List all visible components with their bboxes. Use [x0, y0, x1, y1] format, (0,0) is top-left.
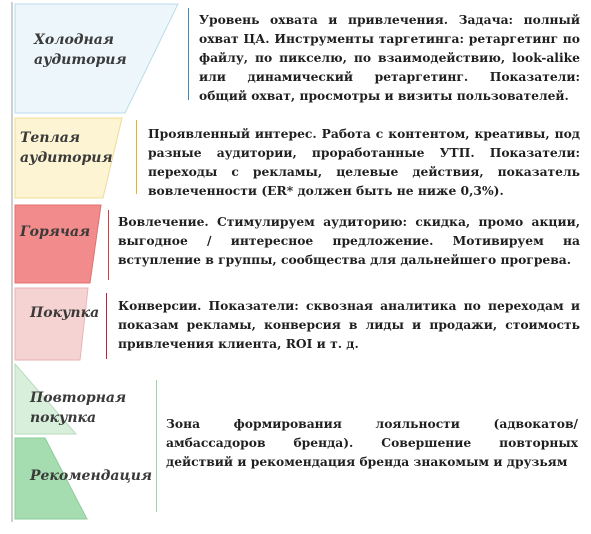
stage-description-cold: Уровень охвата и привлечения. Задача: полный охват ЦА. Инструменты таргетинга: ретаргетинг по файлу, по пикселю, по взаимодействию, look-alike или динамический ретаргетинг. Показатели: общий охват, просмотры и визиты пользователей. [199, 12, 580, 103]
funnel-segment-purchase [15, 288, 88, 360]
separator-loyalty [156, 380, 157, 512]
separator-hot [108, 210, 109, 280]
separator-cold [188, 8, 189, 100]
stage-description-hot: Вовлечение. Стимулируем аудиторию: скидка, промо акции, выгодное / интересное предложение. Мотивируем на вступление в группы, сообщества для дальнейшего прогрева. [118, 214, 580, 267]
separator-warm [136, 120, 137, 194]
stage-label-warm: Теплая аудитория [20, 130, 113, 166]
stage-description-loyalty: Зона формирования лояльности (адвокатов/амбассадоров бренда). Совершение повторных действий и рекомендация бренда знакомым и друзьям [166, 416, 578, 469]
stage-label-cold: Холодная аудитория [34, 32, 127, 68]
stage-description-warm: Проявленный интерес. Работа с контентом, креативы, под разные аудитории, проработанные УТП. Показатели: переходы с рекламы, целевые действия, показатель вовлеченности (ER* должен быть не ниже 0,3%). [148, 126, 580, 198]
stage-description-purchase: Конверсии. Показатели: сквозная аналитика по переходам и показам рекламы, конверсия в лиды и продажи, стоимость привлечения клиента, ROI и т. д. [118, 298, 580, 351]
stage-label-recommendation: Рекомендация [30, 468, 153, 484]
separator-purchase [106, 293, 107, 359]
funnel-segment-hot [15, 205, 101, 283]
stage-label-hot: Горячая [20, 224, 91, 240]
stage-label-purchase: Покупка [30, 305, 100, 321]
stage-label-repeat-purchase: Повторная покупка [30, 390, 127, 426]
